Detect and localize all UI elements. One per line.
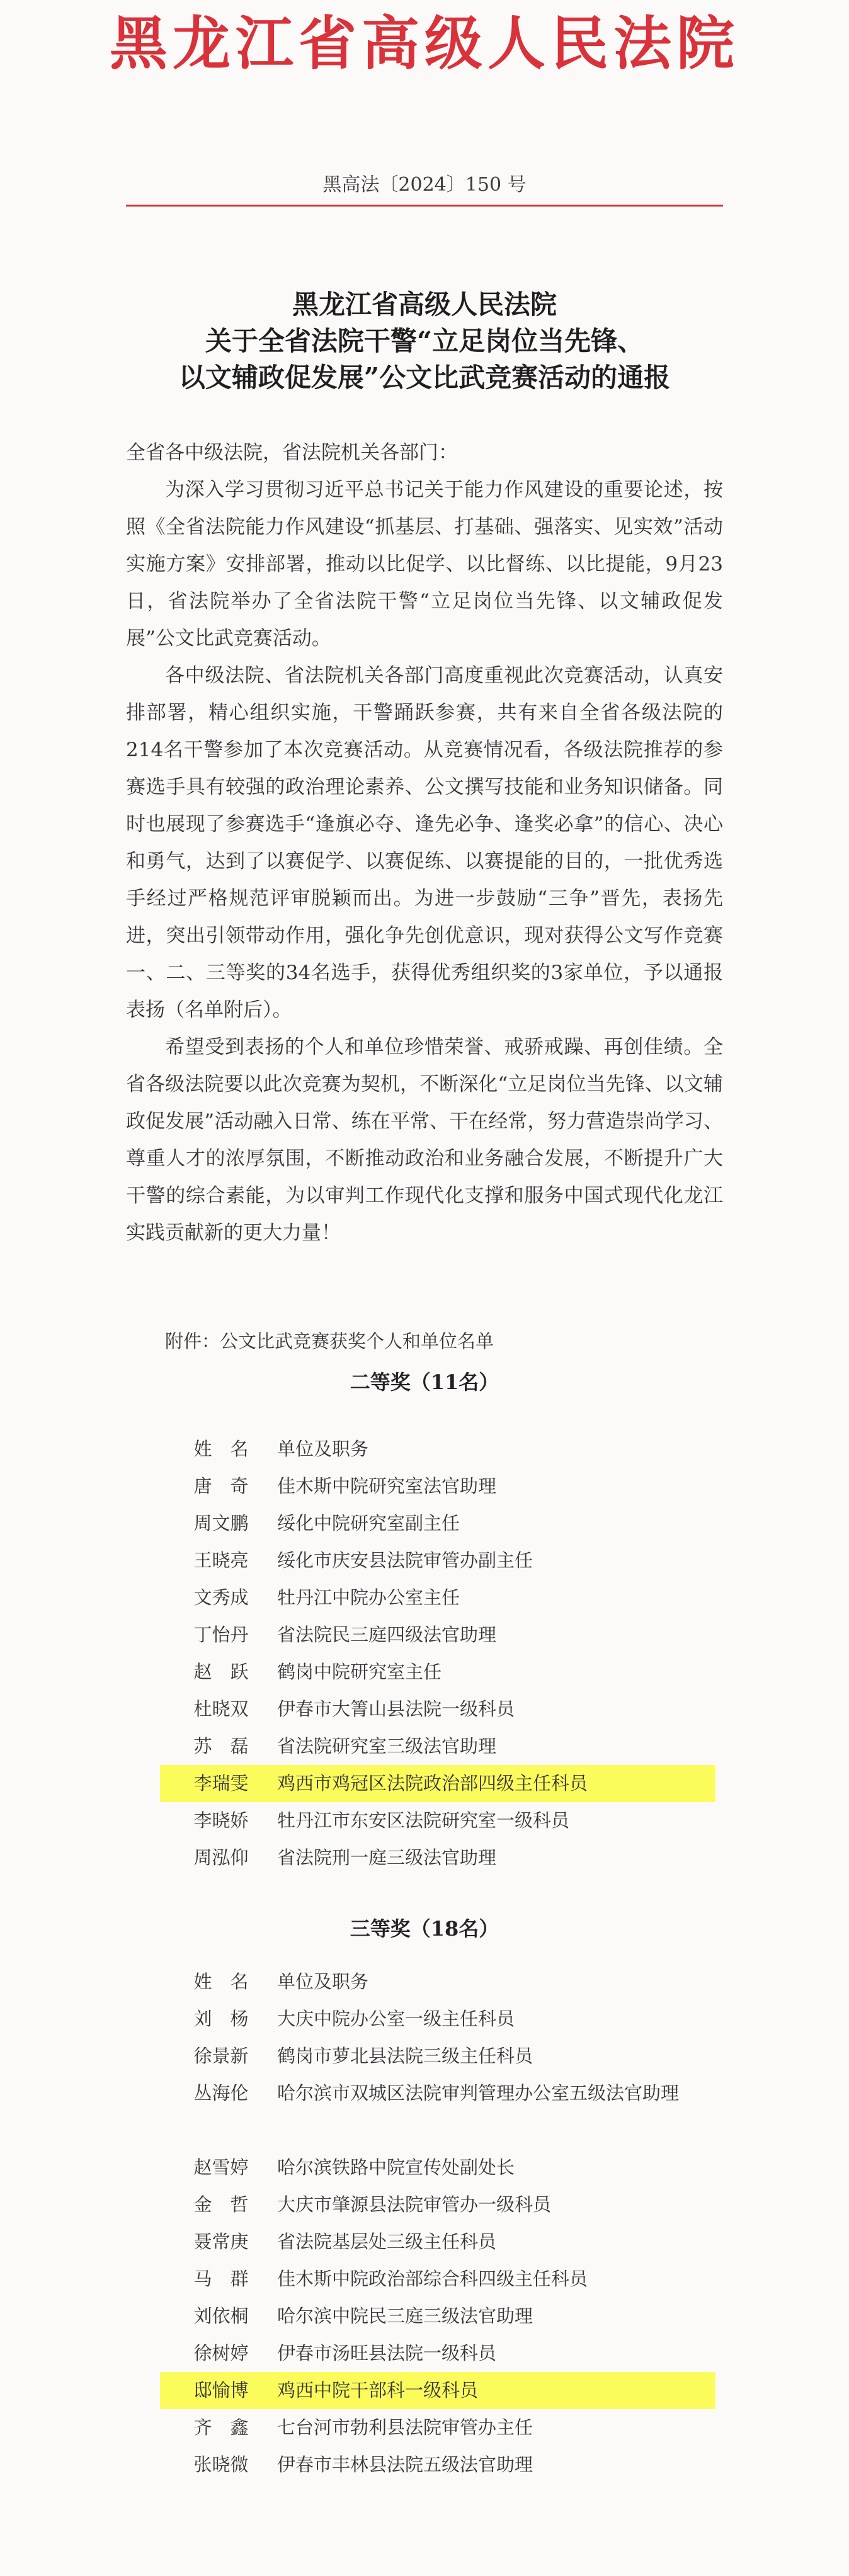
table-header-row [165,1963,707,2000]
awardee-name: 赵 跃 [193,1661,249,1682]
awardee-position: 省法院研究室三级法官助理 [277,1735,497,1757]
table-header-row [165,1431,707,1468]
awardee-position: 牡丹江市东安区法院研究室一级科员 [277,1810,570,1831]
table-row [165,2038,707,2075]
awardee-position: 大庆市肇源县法院审管办一级科员 [277,2194,552,2215]
awardee-name: 徐树婷 [193,2342,249,2364]
awardee-name: 赵雪婷 [193,2157,249,2178]
awardee-position: 绥化市庆安县法院审管办副主任 [277,1550,533,1571]
awardee-name: 周文鹏 [193,1512,249,1534]
title-line-1: 黑龙江省高级人民法院 [292,289,557,320]
awardee-position: 省法院民三庭四级法官助理 [277,1624,497,1645]
column-header-position: 单位及职务 [277,1971,369,1992]
awardee-name: 周泓仰 [193,1847,249,1868]
title-line-3: 以文辅政促发展”公文比武竞赛活动的通报 [178,362,671,393]
table-row [165,1579,707,1616]
document-body [126,434,723,1252]
paragraph-3: 希望受到表扬的个人和单位珍惜荣誉、戒骄戒躁、再创佳绩。全省各级法院要以此次竞赛为契机，不断深化“立足岗位当先锋、以文辅政促发展”活动融入日常、练在平常、干在经常，努力营造崇尚学习、尊重人才的浓厚氛围，不断推动政治和业务融合发展，不断提升广大干警的综合素能，为以审判工作现代化支撑和服务中国式现代化龙江实践贡献新的更大力量！ [126,1036,723,1244]
awardee-name: 聂常庚 [193,2231,249,2252]
awardee-position: 七台河市勃利县法院审管办主任 [277,2417,533,2438]
document-title [0,287,849,396]
awardee-position: 佳木斯中院政治部综合科四级主任科员 [277,2268,588,2289]
awardee-position: 大庆中院办公室一级主任科员 [277,2008,515,2029]
awardee-name: 马 群 [193,2268,249,2289]
awardee-name: 李晓娇 [193,1810,249,1831]
awardee-position: 伊春市丰林县法院五级法官助理 [277,2454,533,2475]
third-prize-table [165,1963,707,2483]
awardee-position: 绥化中院研究室副主任 [277,1512,460,1534]
awardee-name: 李瑞雯 [193,1773,249,1794]
awardee-name: 丛海伦 [193,2082,249,2104]
awardee-name: 王晓亮 [193,1550,249,1571]
paragraph-2: 各中级法院、省法院机关各部门高度重视此次竞赛活动，认真安排部署，精心组织实施，干警踊跃参赛，共有来自全省各级法院的214名干警参加了本次竞赛活动。从竞赛情况看，各级法院推荐的参赛选手具有较强的政治理论素养、公文撰写技能和业务知识储备。同时也展现了参赛选手“逢旗必夺、逢先必争、逢奖必拿”的信心、决心和勇气，达到了以赛促学、以赛促练、以赛提能的目的，一批优秀选手经过严格规范评审脱颖而出。为进一步鼓励“三争”晋先，表扬先进，突出引领带动作用，强化争先创优意识，现对获得公文写作竞赛一、二、三等奖的34名选手，获得优秀组织奖的3家单位，予以通报表扬（名单附后）。 [126,664,723,1021]
awardee-position: 哈尔滨中院民三庭三级法官助理 [277,2305,533,2327]
awardee-position: 鹤岗市萝北县法院三级主任科员 [277,2045,533,2067]
awardee-name: 齐 鑫 [193,2417,249,2438]
awardee-name: 刘依桐 [193,2305,249,2327]
table-row [165,1616,707,1654]
table-row [165,2223,707,2261]
table-row [160,2372,715,2409]
table-row [165,1468,707,1505]
awardee-name: 金 哲 [193,2194,249,2215]
table-row [165,2186,707,2223]
awardee-position: 伊春市大箐山县法院一级科员 [277,1698,515,1720]
awardee-name: 杜晓双 [193,1698,249,1720]
second-prize-rows [165,1468,707,1876]
table-row [165,2000,707,2038]
column-header-position: 单位及职务 [277,1438,369,1460]
court-letterhead: 黑龙江省高级人民法院 [109,9,739,77]
table-row [165,2149,707,2186]
awardee-name: 徐景新 [193,2045,249,2067]
third-prize-title: 三等奖（18名） [350,1917,499,1941]
second-prize-table [165,1431,707,1876]
table-row [165,2298,707,2335]
awardee-position: 鸡西中院干部科一级科员 [277,2380,479,2401]
column-header-name: 姓 名 [193,1438,249,1460]
awardee-name: 唐 奇 [193,1475,249,1497]
table-row [165,2409,707,2446]
table-row [165,1691,707,1728]
table-row [165,2075,707,2149]
awardee-position: 哈尔滨铁路中院宣传处副处长 [277,2157,515,2178]
table-row [165,1542,707,1579]
awardee-position: 省法院刑一庭三级法官助理 [277,1847,497,1868]
table-row [165,1728,707,1765]
table-row [165,1654,707,1691]
table-row [165,2446,707,2483]
table-row [165,2335,707,2372]
awardee-name: 邸愉博 [193,2380,249,2401]
awardee-position: 省法院基层处三级主任科员 [277,2231,497,2252]
third-prize-rows [165,2000,707,2483]
awardee-position: 鸡西市鸡冠区法院政治部四级主任科员 [277,1773,588,1794]
title-line-2: 关于全省法院干警“立足岗位当先锋、 [205,326,644,356]
attachment-note: 附件：公文比武竞赛获奖个人和单位名单 [165,1331,494,1352]
awardee-name: 刘 杨 [193,2008,249,2029]
awardee-position: 佳木斯中院研究室法官助理 [277,1475,497,1497]
awardee-position: 鹤岗中院研究室主任 [277,1661,442,1682]
column-header-name: 姓 名 [193,1971,249,1992]
table-row [160,1765,715,1802]
paragraph-1: 为深入学习贯彻习近平总书记关于能力作风建设的重要论述，按照《全省法院能力作风建设“抓基层、打基础、强落实、见实效”活动实施方案》安排部署，推动以比促学、以比督练、以比提能，9月23日，省法院举办了全省法院干警“立足岗位当先锋、以文辅政促发展”公文比武竞赛活动。 [126,479,723,650]
header-divider [126,205,723,207]
awardee-name: 丁怡丹 [193,1624,249,1645]
table-row [165,1505,707,1542]
awardee-position: 哈尔滨市双城区法院审判管理办公室五级法官助理 [277,2082,680,2104]
awardee-position: 伊春市汤旺县法院一级科员 [277,2342,497,2364]
second-prize-title: 二等奖（11名） [350,1370,499,1394]
table-row [165,1802,707,1839]
awardee-name: 苏 磊 [193,1735,249,1757]
salutation: 全省各中级法院，省法院机关各部门： [126,441,458,464]
document-number: 黑高法〔2024〕150 号 [322,174,527,196]
awardee-position: 牡丹江中院办公室主任 [277,1587,460,1608]
table-row [165,1839,707,1876]
awardee-name: 文秀成 [193,1587,249,1608]
awardee-name: 张晓微 [193,2454,249,2475]
table-row [165,2261,707,2298]
